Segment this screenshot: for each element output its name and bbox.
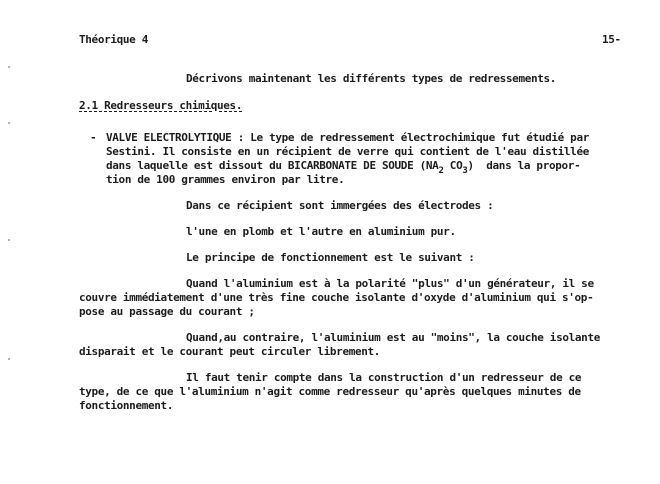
valve-line-2: Sestini. Il consiste en un récipient de verre qui contient de l'eau distillée	[106, 145, 589, 158]
scan-speck	[8, 239, 10, 241]
paragraph-plus-line-1: Quand l'aluminium est à la polarité "plus" d'un générateur, il se	[186, 277, 594, 290]
paragraph-plomb: l'une en plomb et l'autre en aluminium pur.	[186, 225, 456, 238]
valve-lead: VALVE ELECTROLYTIQUE	[106, 131, 232, 144]
chemical-name: BICARBONATE DE SOUDE	[287, 159, 414, 172]
scan-speck	[8, 122, 10, 124]
paragraph-tenir-line-3: fonctionnement.	[79, 399, 174, 412]
paragraph-moins-line-1: Quand,au contraire, l'aluminium est au "moins", la couche isolante	[186, 331, 600, 344]
paragraph-principe: Le principe de fonctionnement est le suivant :	[186, 251, 475, 264]
valve-line-3	[106, 159, 580, 174]
valve-line-3-e: ) dans la propor-	[467, 159, 581, 172]
paragraph-tenir-line-1: Il faut tenir compte dans la construction d'un redresseur de ce	[186, 371, 582, 384]
scan-speck	[8, 358, 10, 360]
header-left: Théorique 4	[79, 33, 148, 46]
scan-speck	[8, 66, 10, 68]
valve-line-4: tion de 100 grammes environ par litre.	[106, 173, 345, 186]
valve-line-3-a: dans laquelle est dissout du	[106, 159, 288, 172]
valve-line-1-rest: : Le type de redressement électrochimique fut étudié par	[231, 131, 589, 144]
subscript-2: 2	[438, 166, 444, 176]
paragraph-tenir-line-2: type, de ce que l'aluminium n'agit comme redresseur qu'après quelques minutes de	[79, 385, 581, 398]
subscript-3: 3	[462, 166, 468, 176]
formula-na: (NA	[413, 159, 439, 172]
section-title: 2.1 Redresseurs chimiques.	[79, 99, 243, 112]
paragraph-plus-line-2: couvre immédiatement d'une très fine couche isolante d'oxyde d'aluminium qui s'op-	[79, 291, 594, 304]
paragraph-moins-line-2: disparait et le courant peut circuler librement.	[79, 345, 381, 358]
page-number: 15-	[602, 33, 621, 46]
formula-co: CO	[443, 159, 463, 172]
valve-bullet: -	[90, 131, 97, 144]
valve-line-1	[106, 131, 589, 145]
paragraph-electrodes: Dans ce récipient sont immergées des électrodes :	[186, 199, 494, 212]
paragraph-plus-line-3: pose au passage du courant ;	[79, 305, 255, 318]
intro-line: Décrivons maintenant les différents types de redressements.	[186, 72, 557, 85]
